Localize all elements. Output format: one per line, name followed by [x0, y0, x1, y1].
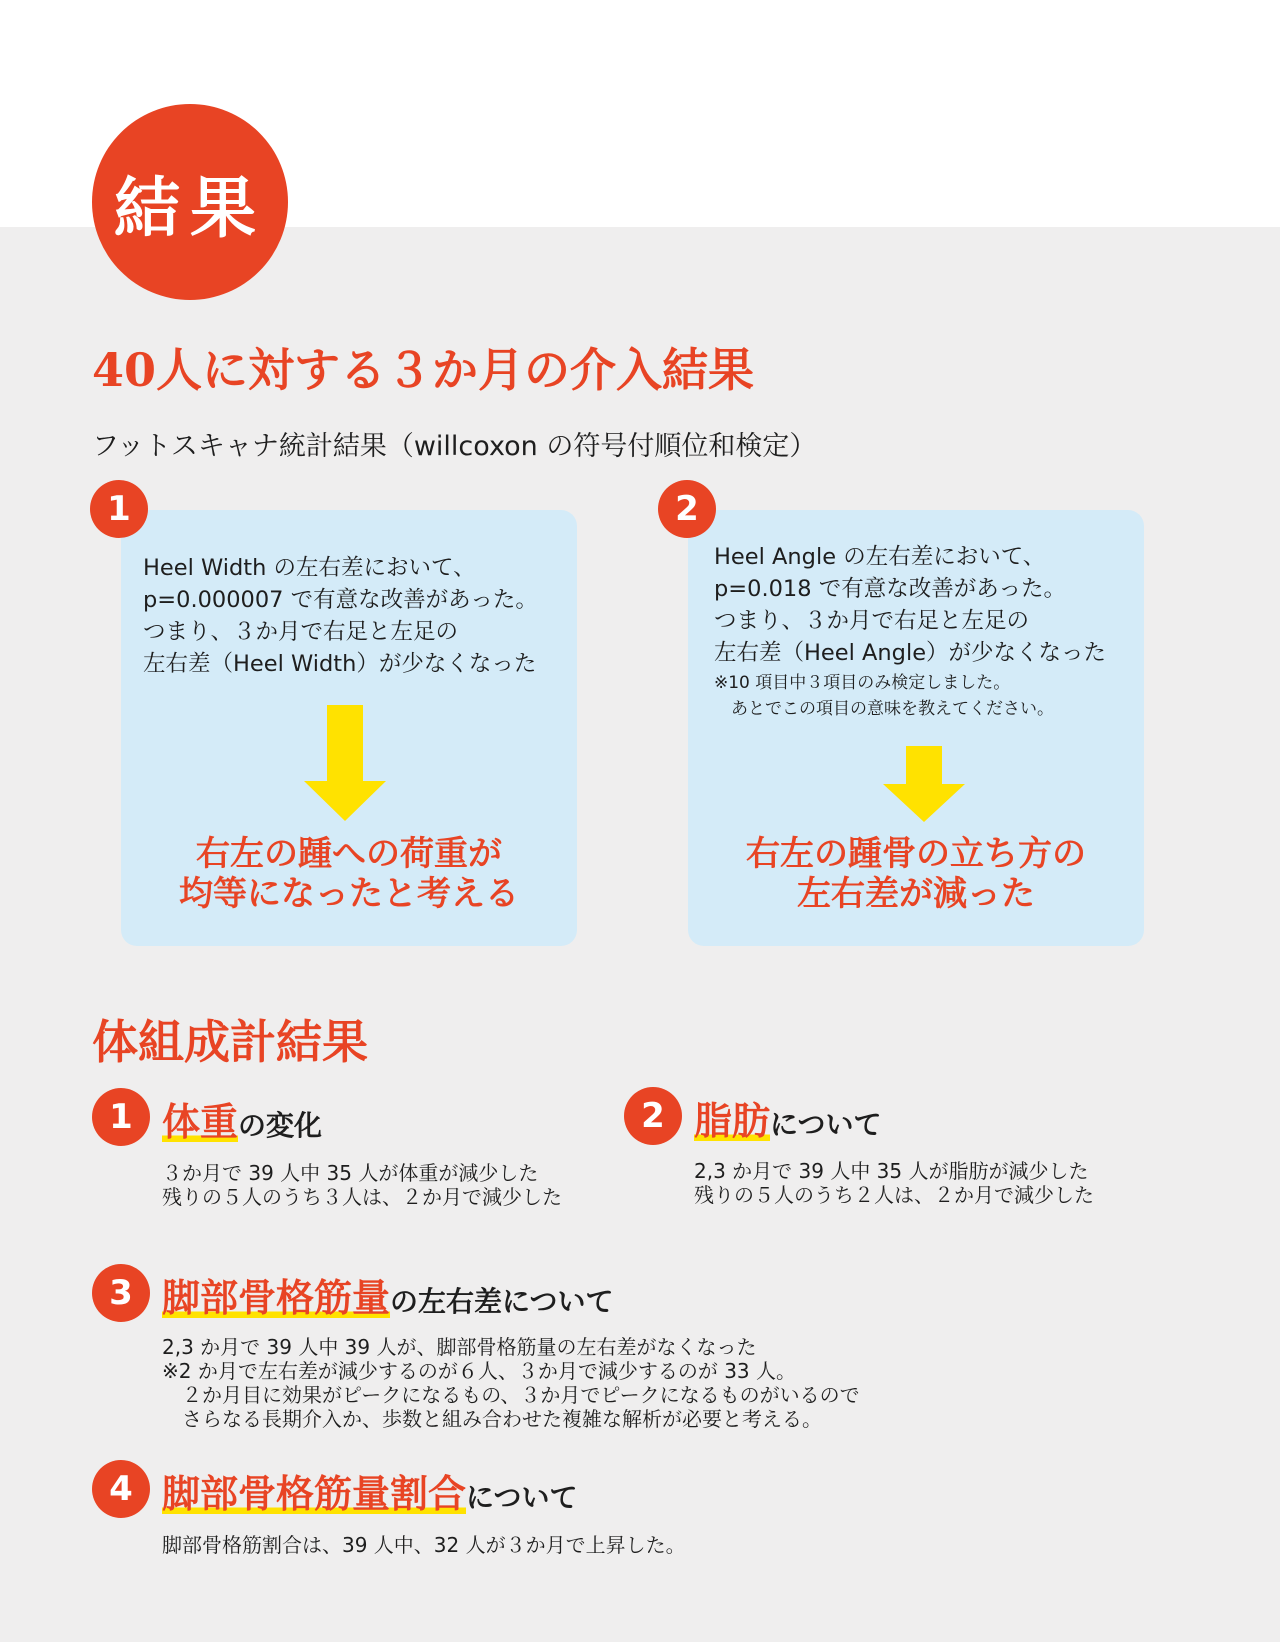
card-1-text: [143, 552, 538, 680]
section-line: 残りの５人のうち２人は、２か月で減少した: [694, 1183, 1094, 1207]
section-number-badge: 1: [92, 1088, 150, 1146]
section-line: 2,3 か月で 39 人中 35 人が脂肪が減少した: [694, 1159, 1089, 1183]
card-1-line: つまり、３か月で右足と左足の: [143, 619, 459, 645]
card-2-note-line: あとでこの項目の意味を教えてください。: [714, 699, 1054, 719]
section-heading-4: [92, 1460, 577, 1518]
card-2-line: つまり、３か月で右足と左足の: [714, 608, 1030, 634]
card-1-conclusion-line: 右左の踵への荷重が: [196, 834, 502, 874]
section-heading-1: [92, 1088, 322, 1146]
section-heading-tail: の変化: [238, 1109, 323, 1142]
card-number-badge-2: 2: [658, 480, 716, 538]
card-2-conclusion-line: 左右差が減った: [797, 874, 1035, 914]
card-1-line: 左右差（Heel Width）が少なくなった: [143, 651, 537, 677]
section-highlight: 脂肪: [694, 1099, 771, 1143]
section-line: ２か月目に効果がピークになるもの、３か月でピークになるものがいるので: [162, 1383, 860, 1407]
body-composition-title: 体組成計結果: [92, 1015, 368, 1069]
section-line: ３か月で 39 人中 35 人が体重が減少した: [162, 1161, 539, 1185]
section-line: さらなる長期介入か、歩数と組み合わせた複雑な解析が必要と考える。: [162, 1407, 822, 1431]
card-2-text: [714, 541, 1106, 669]
card-2-line: p=0.018 で有意な改善があった。: [714, 576, 1066, 602]
section-number-badge: 3: [92, 1264, 150, 1322]
card-2-line: 左右差（Heel Angle）が少なくなった: [714, 640, 1107, 666]
section-number-badge: 4: [92, 1460, 150, 1518]
card-2-conclusion-line: 右左の踵骨の立ち方の: [746, 834, 1086, 874]
card-number-badge-1: 1: [90, 480, 148, 538]
results-badge: 結果: [92, 104, 288, 300]
card-1-line: p=0.000007 で有意な改善があった。: [143, 587, 538, 613]
section-line: 残りの５人のうち３人は、２か月で減少した: [162, 1185, 562, 1209]
section-highlight: 脚部骨格筋量割合: [162, 1472, 467, 1516]
section-line: ※2 か月で左右差が減少するのが６人、３か月で減少するのが 33 人。: [162, 1359, 797, 1383]
section-number-badge: 2: [624, 1087, 682, 1145]
card-2-note-line: ※10 項目中３項目のみ検定しました。: [714, 673, 1011, 693]
card-2-conclusion: [688, 834, 1144, 914]
section-heading-2: [624, 1087, 881, 1145]
down-arrow-icon: [304, 705, 386, 821]
section-1-text: [162, 1161, 562, 1209]
card-1-line: Heel Width の左右差において、: [143, 555, 476, 581]
section-heading-3: [92, 1264, 613, 1322]
intervention-subtitle: フットスキャナ統計結果（willcoxon の符号付順位和検定）: [92, 431, 817, 462]
section-heading-tail: の左右差について: [390, 1285, 614, 1318]
down-arrow-icon: [883, 746, 965, 822]
section-3-text: [162, 1335, 860, 1431]
intervention-title: 40人に対する３か月の介入結果: [92, 343, 755, 397]
section-heading-tail: について: [770, 1108, 882, 1141]
section-line: 脚部骨格筋割合は、39 人中、32 人が３か月で上昇した。: [162, 1533, 686, 1557]
section-4-text: [162, 1533, 686, 1557]
section-2-text: [694, 1159, 1094, 1207]
card-2-line: Heel Angle の左右差において、: [714, 544, 1046, 570]
section-highlight: 脚部骨格筋量: [162, 1276, 391, 1320]
card-2-note: [714, 670, 1054, 722]
card-1-conclusion-line: 均等になったと考える: [179, 874, 519, 914]
section-line: 2,3 か月で 39 人中 39 人が、脚部骨格筋量の左右差がなくなった: [162, 1335, 757, 1359]
card-1-conclusion: [121, 834, 577, 914]
section-heading-tail: について: [466, 1481, 578, 1514]
section-highlight: 体重: [162, 1100, 239, 1144]
